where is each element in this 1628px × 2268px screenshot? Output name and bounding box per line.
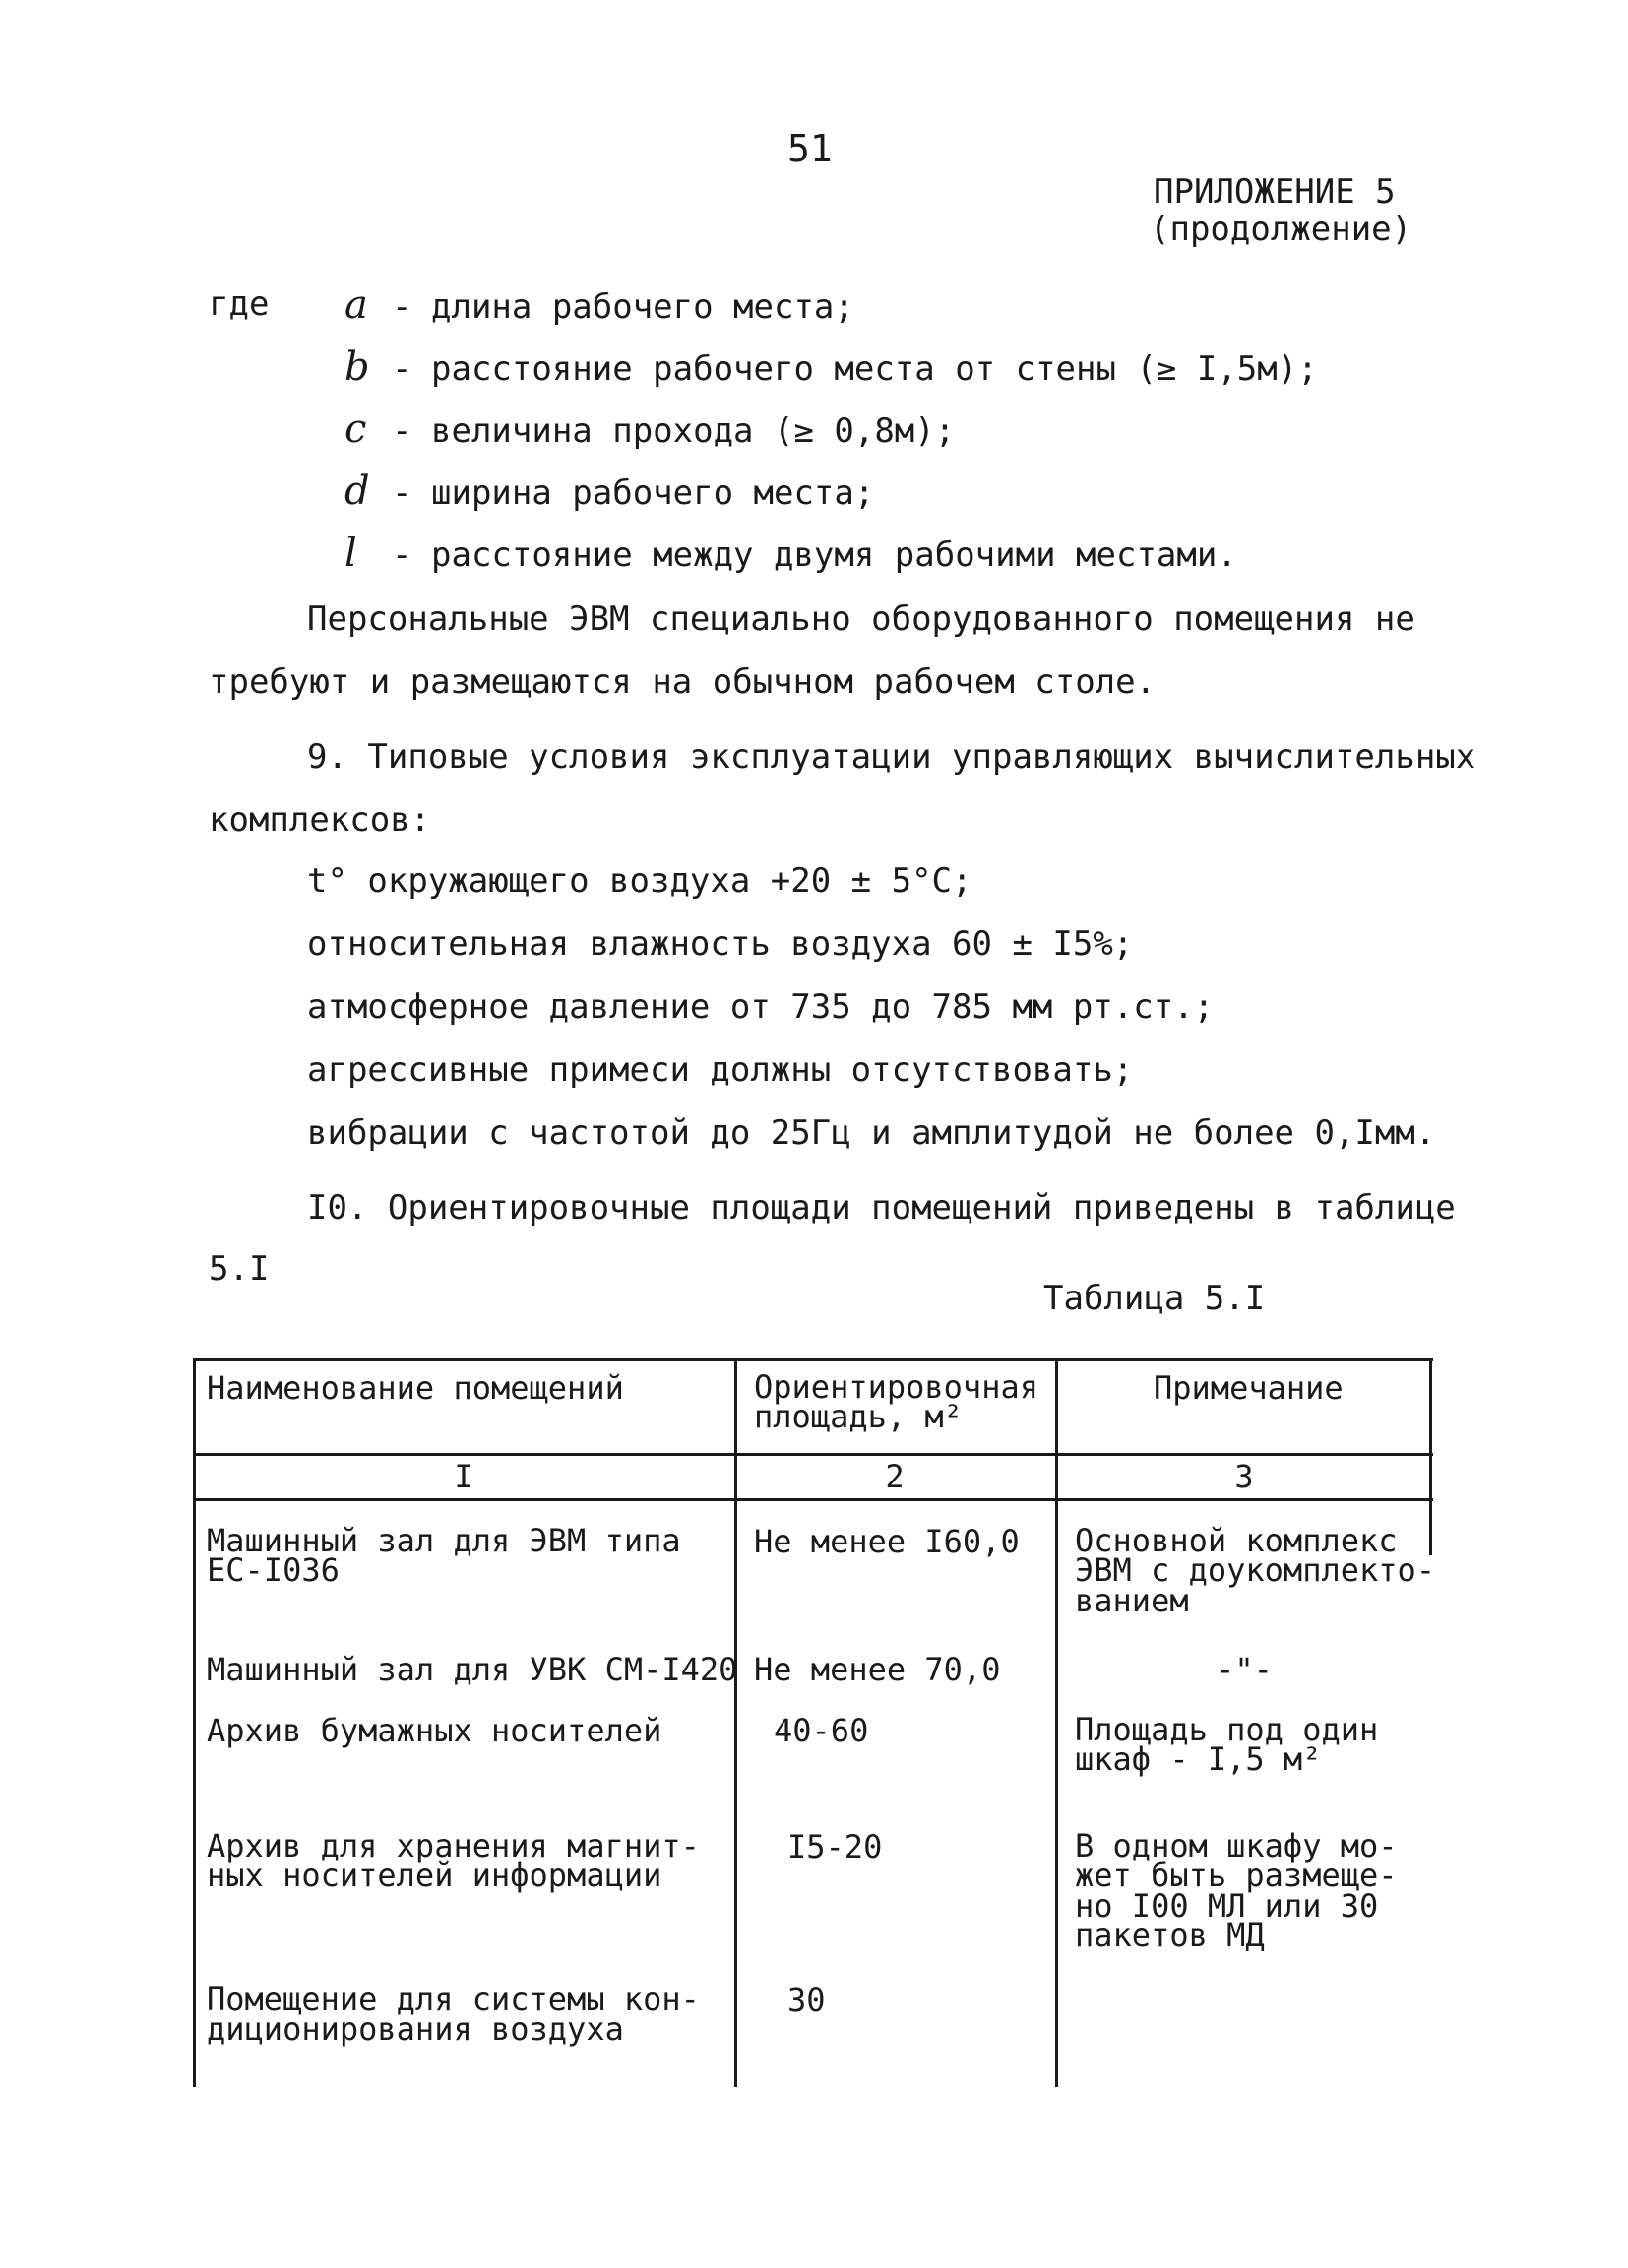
definition-dash: - [392, 536, 412, 575]
row5-name: Помещение для системы кон- диционирования воздуха [207, 1981, 700, 2048]
variable-symbol: a [344, 283, 368, 328]
condition-humidity: относительная влажность воздуха 60 ± I5%; [307, 924, 1134, 964]
variable-symbol: c [344, 407, 367, 452]
header-note: Примечание [1154, 1369, 1344, 1407]
table-caption: Таблица 5.I [1043, 1279, 1266, 1318]
definition-b [344, 345, 1318, 390]
row1-name: Машинный зал для ЭВМ типа ЕС-I036 [207, 1522, 681, 1590]
item9-line2: комплексов: [209, 800, 431, 840]
row2-area: Не менее 70,0 [754, 1651, 1001, 1688]
definition-dash: - [392, 287, 412, 327]
where-label: где [209, 284, 270, 324]
header-area: Ориентировочная площадь, м² [754, 1368, 1038, 1436]
rooms-table [193, 1358, 1436, 2087]
row3-name: Архив бумажных носителей [207, 1712, 662, 1749]
condition-impurities: агрессивные примеси должны отсутствовать; [307, 1050, 1134, 1090]
row4-name: Архив для хранения магнит- ных носителей информации [207, 1827, 700, 1895]
item9-line1: 9. Типовые условия эксплуатации управляющих вычислительных [307, 737, 1476, 777]
paragraph-pc-line2: требуют и размещаются на обычном рабочем столе. [209, 662, 1157, 702]
table-top-rule [193, 1358, 1433, 1361]
row1-area: Не менее I60,0 [754, 1523, 1020, 1560]
definition-a [344, 283, 854, 328]
table-header-rule [193, 1453, 1433, 1456]
column-number-3: 3 [1234, 1458, 1254, 1495]
row1-note: Основной комплекс ЭВМ с доукомплекто- ванием [1075, 1522, 1436, 1619]
definition-dash: - [392, 473, 412, 513]
definition-text: длина рабочего места; [431, 287, 854, 327]
variable-symbol: l [344, 531, 357, 576]
row4-note: В одном шкафу мо- жет быть размеще- но I00 МЛ или 30 пакетов МД [1075, 1827, 1398, 1955]
definition-text: расстояние рабочего места от стены (≥ I,5м); [431, 349, 1318, 389]
definition-text: величина прохода (≥ 0,8м); [431, 411, 956, 451]
column-number-1: I [454, 1458, 473, 1495]
definition-d [344, 469, 875, 514]
row5-area: 30 [787, 1982, 826, 2019]
definition-text: ширина рабочего места; [431, 473, 875, 513]
item10-line1: I0. Ориентировочные площади помещений приведены в таблице [307, 1188, 1456, 1228]
variable-symbol: d [344, 469, 370, 514]
appendix-title: ПРИЛОЖЕНИЕ 5 [1154, 172, 1396, 212]
definition-dash: - [392, 349, 412, 389]
definition-c [344, 407, 956, 452]
definition-text: расстояние между двумя рабочими местами. [431, 536, 1237, 575]
row4-area: I5-20 [787, 1828, 883, 1865]
item10-line2: 5.I [209, 1249, 270, 1289]
condition-pressure: атмосферное давление от 735 до 785 мм рт.ст.; [307, 987, 1215, 1027]
condition-temperature: t° окружающего воздуха +20 ± 5°С; [307, 861, 972, 901]
row3-note: Площадь под один шкаф - I,5 м² [1075, 1711, 1379, 1779]
paragraph-pc-line1: Персональные ЭВМ специально оборудованного помещения не [307, 599, 1415, 639]
header-room-name: Наименование помещений [207, 1369, 624, 1407]
column-number-2: 2 [885, 1458, 905, 1495]
definition-dash: - [392, 411, 412, 451]
table-colnum-rule [193, 1498, 1433, 1501]
page-number: 51 [787, 127, 833, 170]
variable-symbol: b [344, 345, 370, 390]
condition-vibration: вибрации с частотой до 25Гц и амплитудой не более 0,Iмм. [307, 1113, 1436, 1153]
appendix-subtitle: (продолжение) [1150, 210, 1412, 249]
row2-note: -"- [1216, 1651, 1273, 1688]
row3-area: 40-60 [774, 1712, 869, 1749]
definition-l [344, 531, 1237, 576]
row2-name: Машинный зал для УВК СМ-I420 [207, 1651, 738, 1688]
